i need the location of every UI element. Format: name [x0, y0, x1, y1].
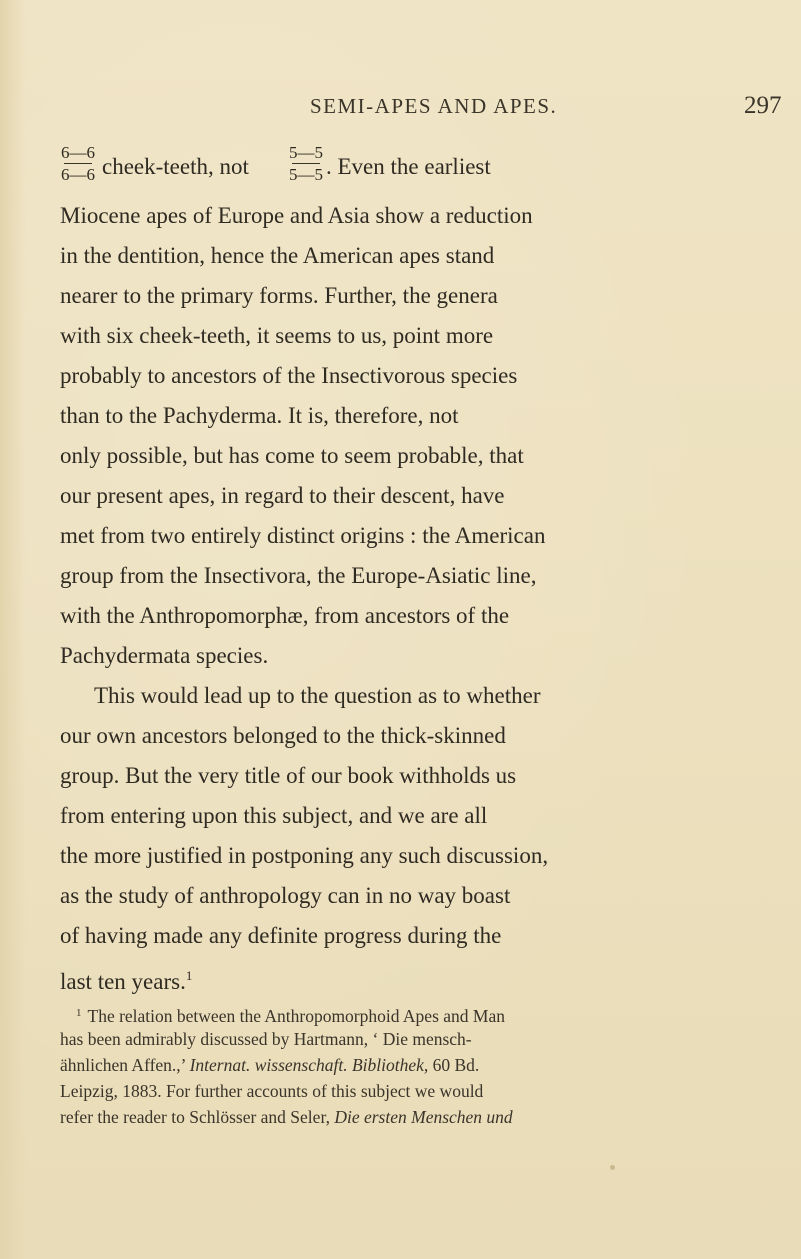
page-edge-shadow — [0, 0, 26, 1259]
fraction-bar — [292, 163, 320, 164]
text-line: only possible, but has come to seem probable, that — [60, 443, 524, 468]
footnote-citation-italic: Die ersten Menschen und — [334, 1107, 513, 1127]
text-line: than to the Pachyderma. It is, therefore, not — [60, 403, 459, 428]
text-line-last — [60, 956, 780, 996]
text-line: group. But the very title of our book withholds us — [60, 763, 517, 788]
paper-speck — [610, 1165, 615, 1170]
footnote-line: Leipzig, 1883. For further accounts of this subject we would — [60, 1081, 484, 1101]
text-line: group from the Insectivora, the Europe-Asiatic line, — [60, 563, 537, 588]
text-line: with six cheek-teeth, it seems to us, point more — [60, 323, 494, 348]
text-line: Miocene apes of Europe and Asia show a reduction — [60, 203, 533, 228]
page-number: 297 — [744, 92, 782, 119]
text-line: nearer to the primary forms. Further, the genera — [60, 283, 498, 308]
body-text — [60, 196, 780, 996]
fraction-numerator: 6—6 — [61, 143, 95, 162]
footnote-text: ähnlichen Affen.,’ — [60, 1055, 190, 1075]
text-line: with the Anthropomorphæ, from ancestors of the — [60, 603, 510, 628]
fraction-denominator: 6—6 — [61, 165, 95, 184]
fraction-denominator: 5—5 — [289, 165, 323, 184]
text-line: our own ancestors belonged to the thick-skinned — [60, 723, 506, 748]
running-head — [0, 94, 801, 124]
text-line: probably to ancestors of the Insectivorous species — [60, 363, 518, 388]
text-line: the more justified in postponing any such discussion, — [60, 843, 549, 868]
footnote-mark: 1 — [76, 1007, 82, 1019]
text-line: in the dentition, hence the American apes stand — [60, 243, 495, 268]
dental-fraction-six — [60, 144, 96, 183]
fraction-numerator: 5—5 — [289, 143, 323, 162]
footnote-line: has been admirably discussed by Hartmann, ‘ Die mensch- — [60, 1029, 472, 1049]
text-line: from entering upon this subject, and we are all — [60, 803, 488, 828]
footnote-text: refer the reader to Schlösser and Seler, — [60, 1107, 335, 1127]
footnote-citation-italic: Internat. wissenschaft. Bibliothek, — [189, 1055, 429, 1075]
dental-formula-line — [60, 140, 780, 196]
formula-text-a: cheek-teeth, not — [102, 154, 249, 179]
footnote-line — [60, 1000, 780, 1026]
text-line: our present apes, in regard to their descent, have — [60, 483, 505, 508]
fraction-bar — [64, 163, 92, 164]
running-head-title: SEMI-APES AND APES. — [310, 94, 558, 118]
paragraph-start-line: This would lead up to the question as to whether — [94, 683, 541, 708]
dental-fraction-five — [288, 144, 324, 183]
footnote — [60, 1000, 780, 1130]
text-line: met from two entirely distinct origins : the American — [60, 523, 546, 548]
text-line: of having made any definite progress during the — [60, 923, 502, 948]
text-line: Pachydermata species. — [60, 643, 269, 668]
text-line-content: last ten years. — [60, 969, 186, 994]
footnote-line — [60, 1052, 780, 1078]
footnote-reference: 1 — [185, 968, 193, 983]
footnote-text: The relation between the Anthropomorphoid Apes and Man — [87, 1006, 505, 1026]
text-line: as the study of anthropology can in no way boast — [60, 883, 511, 908]
footnote-text: 60 Bd. — [428, 1055, 480, 1075]
footnote-line — [60, 1104, 780, 1130]
formula-text-b: . Even the earliest — [326, 154, 491, 179]
